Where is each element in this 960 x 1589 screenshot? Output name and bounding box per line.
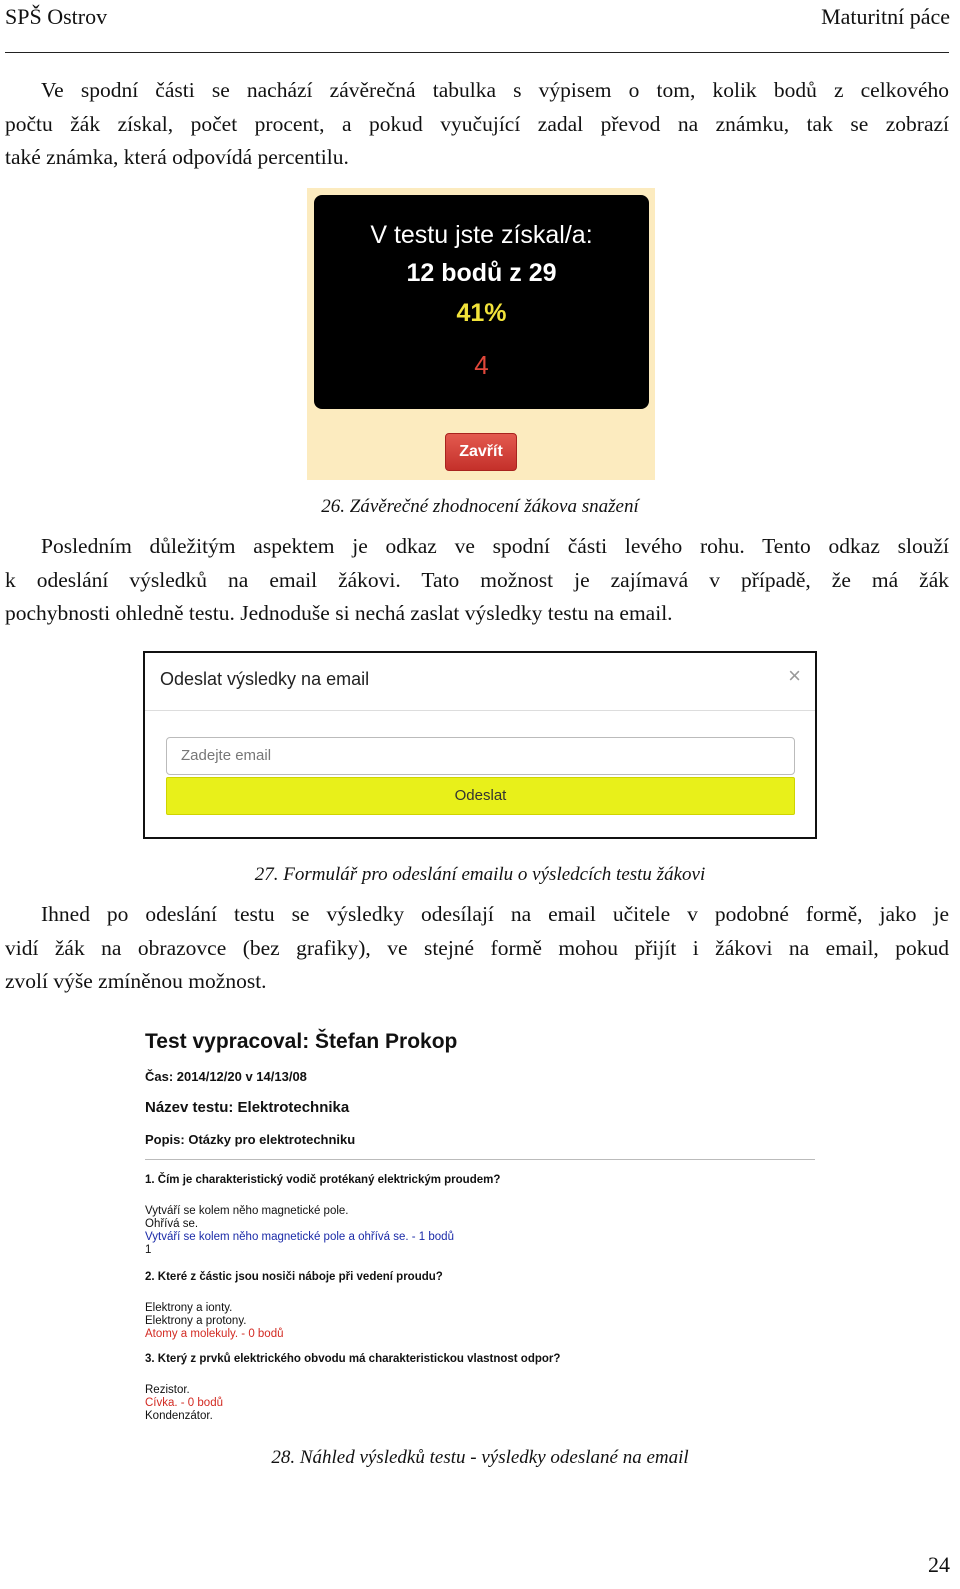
paragraph-line: zvolí výše zmíněnou možnost. <box>5 969 267 993</box>
paragraph-line: Posledním důležitým aspektem je odkaz ve spodní části levého rohu. Tento odkaz slouží <box>41 534 949 558</box>
send-button[interactable]: Odeslat <box>166 777 795 815</box>
result-points: 12 bodů z 29 <box>406 259 557 287</box>
answer: Kondenzátor. <box>145 1410 213 1422</box>
paragraph-line: vidí žák na obrazovce (bez grafiky), ve stejné formě mohou přijít i žákovi na email, pokud <box>5 935 949 960</box>
answer-wrong: Atomy a molekuly. - 0 bodů <box>145 1328 284 1340</box>
answer: Vytváří se kolem něho magnetické pole. <box>145 1205 349 1217</box>
test-time: Čas: 2014/12/20 v 14/13/08 <box>145 1069 307 1084</box>
paragraph-line: Ve spodní části se nachází závěrečná tabulka s výpisem o tom, kolik bodů z celkového <box>41 78 949 102</box>
paragraph-results-table <box>5 74 949 175</box>
answer: Elektrony a ionty. <box>145 1302 233 1314</box>
header-title: Maturitní páce <box>821 4 950 29</box>
figure-email-form <box>143 651 817 839</box>
answer-points: 1 <box>145 1244 152 1256</box>
paragraph-email-results <box>5 898 949 999</box>
paragraph-email-link <box>5 530 949 631</box>
test-name: Název testu: Elektrotechnika <box>145 1099 350 1116</box>
paragraph-line: také známka, která odpovídá percentilu. <box>5 145 349 169</box>
paragraph-line: Ihned po odeslání testu se výsledky odesílají na email učitele v podobné formě, jako je <box>41 902 949 926</box>
answer: Ohřívá se. <box>145 1218 199 1230</box>
result-panel <box>314 195 649 409</box>
answer-selected: Vytváří se kolem něho magnetické pole a ohřívá se. - 1 bodů <box>145 1231 454 1243</box>
paragraph-line: počtu žák získal, počet procent, a pokud vyučující zadal převod na známku, tak se zobrazí <box>5 111 949 136</box>
answer: Elektrony a protony. <box>145 1315 247 1327</box>
test-author: Test vypracoval: Štefan Prokop <box>145 1030 458 1053</box>
modal-title: Odeslat výsledky na email <box>160 669 370 689</box>
figure-final-evaluation <box>307 188 655 480</box>
answer-wrong: Cívka. - 0 bodů <box>145 1397 223 1409</box>
close-button[interactable]: Zavřít <box>445 433 517 471</box>
paragraph-line: pochybnosti ohledně testu. Jednoduše si nechá zaslat výsledky testu na email. <box>5 601 673 625</box>
figure-caption: 27. Formulář pro odeslání emailu o výsledcích testu žákovi <box>254 864 706 885</box>
email-field[interactable] <box>166 737 795 775</box>
paragraph-line: k odeslání výsledků na email žákovi. Tato možnost je zajímavá v případě, že má žák <box>5 567 949 592</box>
answer: Rezistor. <box>145 1384 190 1396</box>
email-placeholder: Zadejte email <box>181 747 272 764</box>
result-percent: 41% <box>456 299 507 327</box>
close-icon[interactable]: × <box>788 663 801 688</box>
figure-caption: 28. Náhled výsledků testu - výsledky odeslané na email <box>271 1447 689 1468</box>
result-grade: 4 <box>474 350 489 380</box>
modal-divider <box>145 710 815 711</box>
header-rule <box>5 52 949 53</box>
test-description: Popis: Otázky pro elektrotechniku <box>145 1132 356 1147</box>
question-1: 1. Čím je charakteristický vodič protékaný elektrickým proudem? <box>145 1174 501 1186</box>
figure-email-preview <box>143 1022 823 1422</box>
result-heading: V testu jste získal/a: <box>370 221 593 249</box>
figure-caption: 26. Závěrečné zhodnocení žákova snažení <box>321 496 639 517</box>
question-3: 3. Který z prvků elektrického obvodu má charakteristickou vlastnost odpor? <box>145 1353 561 1365</box>
page-number: 24 <box>928 1552 950 1577</box>
header-school: SPŠ Ostrov <box>5 4 108 29</box>
preview-divider <box>145 1159 815 1160</box>
question-2: 2. Které z částic jsou nosiči náboje při vedení proudu? <box>145 1271 443 1283</box>
